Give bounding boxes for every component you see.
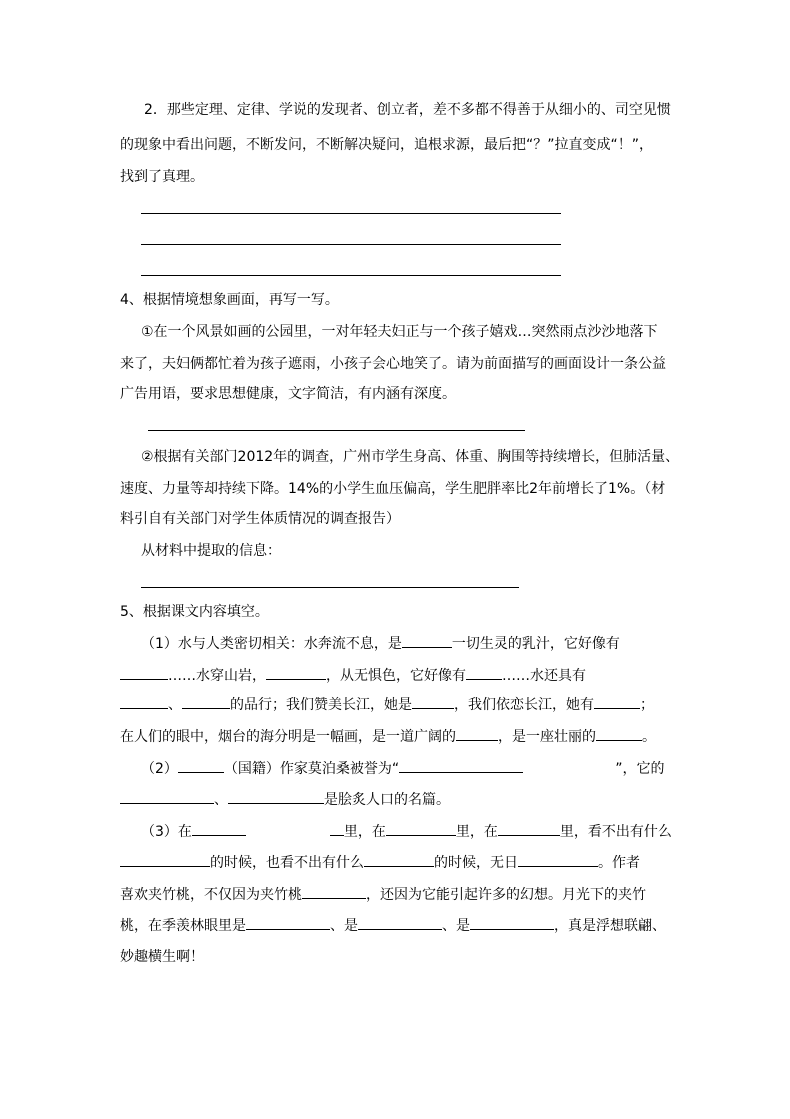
q5-blank[interactable] bbox=[518, 852, 598, 867]
q4-p2-line-3: 料引自有关部门对学生体质情况的调查报告） bbox=[120, 511, 400, 527]
q5-text: 、 bbox=[214, 792, 228, 808]
q5-s2-line-1 bbox=[141, 758, 664, 779]
q5-s3-line-1 bbox=[141, 821, 672, 842]
q5-text: 里，在 bbox=[455, 824, 498, 840]
q5-s1-line-4 bbox=[120, 726, 656, 747]
q5-text: 、是 bbox=[442, 918, 470, 934]
q5-text: （国籍）作家莫泊桑被誉为“ bbox=[223, 761, 400, 777]
q5-blank[interactable] bbox=[399, 758, 523, 773]
q5-s2-line-2 bbox=[120, 789, 450, 810]
q5-text: ，从无惧色，它好像有 bbox=[326, 668, 466, 684]
q5-text: 在人们的眼中，烟台的海分明是一幅画，是一道广阔的 bbox=[120, 729, 456, 745]
q4-p2-line-2: 速度、力量等却持续下降。14%的小学生血压偏高，学生肥胖率比2年前增长了1%。（材 bbox=[120, 481, 666, 497]
q5-blank[interactable] bbox=[120, 694, 168, 709]
q5-s3-line-2 bbox=[120, 852, 640, 873]
q5-text: ，我们依恋长江，她有 bbox=[454, 697, 594, 713]
q5-text: ，还因为它能引起许多的幻想。月光下的夹竹 bbox=[366, 887, 646, 903]
q4-p1-line-2: 来了，夫妇俩都忙着为孩子遮雨，小孩子会心地笑了。请为前面描写的画面设计一条公益 bbox=[120, 356, 666, 372]
q5-s3-line-4 bbox=[120, 915, 666, 936]
q5-blank[interactable] bbox=[178, 758, 224, 773]
q5-blank[interactable] bbox=[120, 852, 210, 867]
q5-text: （1）水与人类密切相关：水奔流不息，是 bbox=[141, 636, 402, 652]
q5-blank[interactable] bbox=[466, 665, 502, 680]
q5-blank[interactable] bbox=[358, 915, 442, 930]
q4-p1-line-3: 广告用语，要求思想健康，文字简洁，有内涵有深度。 bbox=[120, 386, 456, 402]
q5-blank[interactable] bbox=[192, 821, 246, 836]
q5-text: ； bbox=[640, 697, 654, 713]
q5-s1-line-3 bbox=[120, 694, 654, 715]
q5-text: ……水还具有 bbox=[502, 668, 586, 684]
q5-blank[interactable] bbox=[456, 726, 498, 741]
q5-text: （3）在 bbox=[141, 824, 192, 840]
q5-text: 的时候，无日 bbox=[434, 855, 518, 871]
q4-extract-label: 从材料中提取的信息： bbox=[141, 543, 281, 559]
q4-heading: 4、根据情境想象画面，再写一写。 bbox=[120, 292, 339, 308]
q5-blank[interactable] bbox=[228, 789, 324, 804]
q5-text: 。作者 bbox=[598, 855, 640, 871]
q5-s3-line-5: 妙趣横生啊！ bbox=[120, 949, 204, 965]
q5-blank[interactable] bbox=[120, 789, 214, 804]
q5-text: 。 bbox=[642, 729, 656, 745]
q5-heading: 5、根据课文内容填空。 bbox=[120, 604, 269, 620]
q4-p2-line-1: ②根据有关部门2012年的调查，广州市学生身高、体重、胸围等持续增长，但肺活量、 bbox=[141, 449, 680, 465]
q5-blank[interactable] bbox=[330, 821, 344, 836]
q5-blank[interactable] bbox=[402, 633, 452, 648]
q5-s1-line-2 bbox=[120, 665, 586, 686]
q5-text: ”，它的 bbox=[615, 761, 665, 777]
q5-text: 是脍炙人口的名篇。 bbox=[324, 792, 450, 808]
q5-text: 的品行；我们赞美长江，她是 bbox=[230, 697, 412, 713]
q5-blank[interactable] bbox=[594, 694, 640, 709]
q5-text: ，真是浮想联翩、 bbox=[554, 918, 666, 934]
q4-p1-line-1: ①在一个风景如画的公园里，一对年轻夫妇正与一个孩子嬉戏…突然雨点沙沙地落下 bbox=[141, 324, 658, 340]
q2-answer-line-2[interactable] bbox=[141, 244, 561, 245]
q5-s3-line-3 bbox=[120, 884, 646, 905]
q2-line-1: 2．那些定理、定律、学说的发现者、创立者，差不多都不得善于从细小的、司空见惯 bbox=[144, 102, 671, 118]
q5-text: 、 bbox=[168, 697, 182, 713]
q2-line-3: 找到了真理。 bbox=[120, 169, 204, 185]
q5-s1-line-1 bbox=[141, 633, 620, 654]
q5-blank[interactable] bbox=[596, 726, 642, 741]
q5-text: 的时候，也看不出有什么 bbox=[210, 855, 364, 871]
q5-blank[interactable] bbox=[498, 821, 560, 836]
q4-slogan-answer-line[interactable] bbox=[148, 430, 525, 431]
q5-blank[interactable] bbox=[246, 915, 330, 930]
q5-text: ，是一座壮丽的 bbox=[498, 729, 596, 745]
q5-blank[interactable] bbox=[266, 665, 326, 680]
q5-text: 里，看不出有什么 bbox=[559, 824, 672, 840]
q5-blank[interactable] bbox=[364, 852, 434, 867]
q5-text: （2） bbox=[141, 761, 178, 777]
q5-text: 、是 bbox=[330, 918, 358, 934]
q5-blank[interactable] bbox=[182, 694, 230, 709]
q5-text: 里，在 bbox=[343, 824, 386, 840]
q5-blank[interactable] bbox=[302, 884, 366, 899]
q5-blank[interactable] bbox=[386, 821, 456, 836]
q2-answer-line-3[interactable] bbox=[141, 275, 561, 276]
q5-text: 桃，在季羡林眼里是 bbox=[120, 918, 246, 934]
q5-text: ……水穿山岩， bbox=[168, 668, 266, 684]
q2-line-2: 的现象中看出问题，不断发问，不断解决疑问，追根求源，最后把“？”拉直变成“！”， bbox=[120, 137, 654, 153]
q5-blank[interactable] bbox=[120, 665, 168, 680]
q4-extract-answer-line[interactable] bbox=[141, 587, 519, 588]
q5-blank[interactable] bbox=[470, 915, 554, 930]
q2-answer-line-1[interactable] bbox=[141, 213, 561, 214]
q5-text: 一切生灵的乳汁，它好像有 bbox=[451, 636, 620, 652]
q5-text: 喜欢夹竹桃，不仅因为夹竹桃 bbox=[120, 887, 302, 903]
q5-blank[interactable] bbox=[412, 694, 454, 709]
